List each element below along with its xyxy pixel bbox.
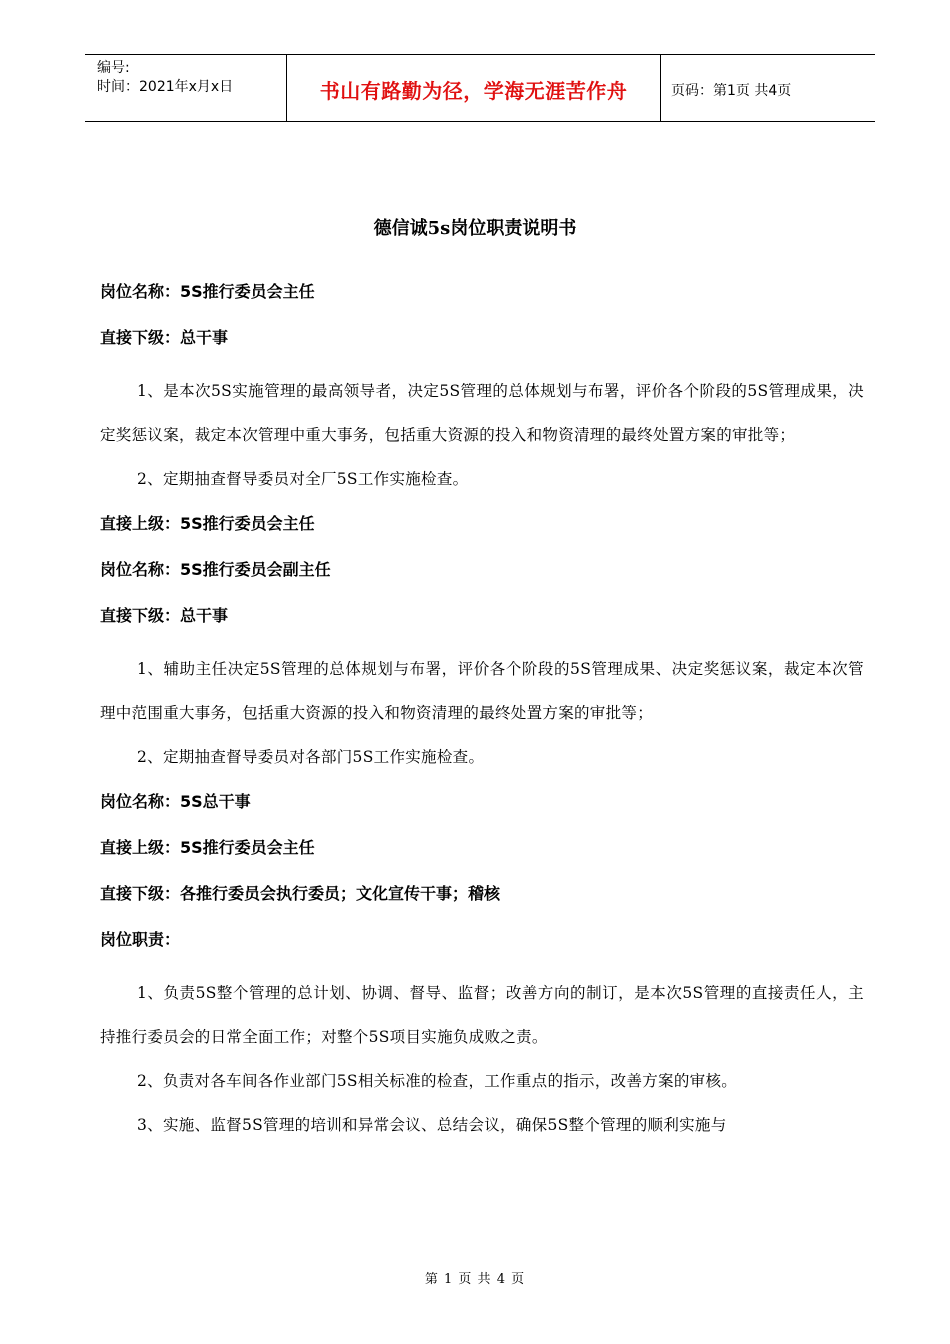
direct-subordinate: 直接下级：各推行委员会执行委员；文化宣传干事；稽核	[100, 884, 501, 903]
document-title: 德信诚5s岗位职责说明书	[373, 218, 577, 239]
position-name: 岗位名称：5S推行委员会主任	[100, 282, 315, 301]
time-text: 时间：2021年x月x日	[97, 79, 234, 95]
position-name: 岗位名称：5S总干事	[100, 792, 251, 811]
direct-subordinate: 直接下级：总干事	[100, 328, 229, 347]
position-name: 岗位名称：5S推行委员会副主任	[100, 560, 331, 579]
duty-paragraph: 2、定期抽查督导委员对各部门5S工作实施检查。	[137, 748, 485, 766]
duty-paragraph: 3、实施、监督5S管理的培训和异常会议、总结会议，确保5S整个管理的顺利实施与	[137, 1116, 727, 1134]
duty-paragraph: 1、是本次5S实施管理的最高领导者，决定5S管理的总体规划与布署，评价各个阶段的5S管理成果，决定奖惩议案，裁定本次管理中重大事务，包括重大资源的投入和物资清理的最终处置方案的审批等；	[100, 382, 864, 444]
duty-paragraph: 2、负责对各车间各作业部门5S相关标准的检查，工作重点的指示，改善方案的审核。	[137, 1072, 738, 1090]
duty-paragraph: 2、定期抽查督导委员对全厂5S工作实施检查。	[137, 470, 469, 488]
page-info: 页码：第1页 共4页	[671, 83, 792, 99]
direct-superior: 直接上级：5S推行委员会主任	[100, 838, 315, 857]
header-motto: 书山有路勤为径，学海无涯苦作舟	[319, 79, 628, 103]
page-header	[85, 54, 875, 122]
duty-paragraph: 1、辅助主任决定5S管理的总体规划与布署，评价各个阶段的5S管理成果、决定奖惩议案，裁定本次管理中范围重大事务，包括重大资源的投入和物资清理的最终处置方案的审批等；	[100, 660, 864, 722]
number-label: 编号:	[97, 60, 130, 76]
header-divider	[660, 55, 661, 121]
document-body	[100, 277, 864, 1147]
duty-paragraph: 1、负责5S整个管理的总计划、协调、督导、监督；改善方向的制订，是本次5S管理的直接责任人，主持推行委员会的日常全面工作；对整个5S项目实施负成败之责。	[100, 984, 864, 1046]
direct-subordinate: 直接下级：总干事	[100, 606, 229, 625]
header-meta	[97, 59, 233, 97]
page-footer: 第 1 页 共 4 页	[424, 1272, 526, 1287]
duty-label: 岗位职责：	[100, 930, 181, 949]
direct-superior: 直接上级：5S推行委员会主任	[100, 514, 315, 533]
